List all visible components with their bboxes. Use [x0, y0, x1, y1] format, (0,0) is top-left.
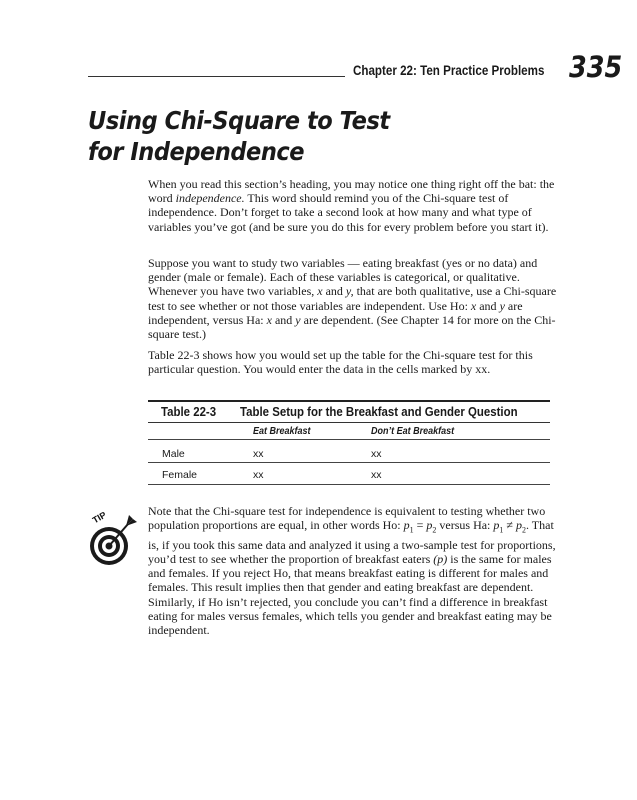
tip-icon-label: TIP — [90, 509, 108, 526]
text-run: This word should remind you of the Chi-square test of independence. Don’t forget to take a second look at how many and what type of variables you’ve got (and be sure you do this for every problem before you start it). — [148, 191, 549, 234]
text-run: that are both qualitative, use a Chi-square test to see whether or not those variables are independent. Use Ho: — [148, 284, 557, 313]
table-caption: Table Setup for the Breakfast and Gender Question — [240, 404, 518, 419]
header-rule — [88, 76, 345, 77]
table-cell: xx — [371, 469, 382, 481]
table-rule — [148, 484, 550, 485]
table-rule — [148, 462, 550, 463]
text-run: Table 22-3 shows how you would set up the table for the Chi-square test for this particular question. You would enter the data in the cells marked by xx. — [148, 348, 533, 377]
text-run: are dependent. (See Chapter 14 for more on the Chi-square test.) — [148, 312, 556, 342]
subscript: 2 — [432, 525, 437, 535]
text-run: and — [322, 284, 346, 299]
table-rule — [148, 439, 550, 440]
page-number: 335 — [569, 50, 623, 84]
italic-run: p — [426, 518, 433, 533]
italic-run: x — [470, 298, 477, 313]
table-number: Table 22-3 — [161, 404, 217, 419]
section-heading-line-2: for Independence — [88, 137, 305, 166]
table-title-bar — [148, 400, 550, 423]
italic-run: y — [295, 312, 301, 327]
subscript: 1 — [499, 525, 504, 535]
paragraph — [148, 348, 558, 376]
italic-run: x — [266, 312, 272, 327]
row-label: Female — [162, 469, 198, 481]
text-run: and — [476, 298, 500, 313]
italic-run: y — [499, 298, 505, 313]
italic-run: independence. — [175, 191, 245, 206]
text-run: . That is, if you took this same data and analyzed it using a two-sample test for proportions, you’d test to see whether the proportion of breakfast eaters — [148, 518, 556, 566]
column-header: Eat Breakfast — [253, 426, 311, 437]
italic-run: (p) — [433, 552, 448, 566]
italic-run: p — [403, 518, 410, 533]
row-label: Male — [162, 448, 185, 460]
tip-target-icon — [86, 508, 144, 570]
column-header: Don’t Eat Breakfast — [371, 426, 455, 437]
paragraph — [148, 177, 558, 234]
subscript: 2 — [522, 525, 526, 535]
text-run: versus Ha: — [436, 518, 494, 533]
subscript: 1 — [409, 525, 414, 535]
table-cell: xx — [371, 448, 382, 460]
italic-run: p — [516, 518, 522, 533]
text-run: = — [413, 518, 427, 533]
italic-run: p — [493, 518, 500, 533]
italic-run: y, — [345, 284, 354, 299]
section-heading-line-1: Using Chi-Square to Test — [88, 106, 390, 135]
text-run: When you read this section’s heading, you may notice one thing right off the bat: the word — [148, 177, 555, 206]
table-cell: xx — [253, 448, 264, 460]
table-cell: xx — [253, 469, 264, 481]
text-run: and — [271, 312, 296, 327]
text-run: is the same for males and females. If you reject Ho, that means breakfast eating is different for males and females. This result implies then that gender and eating breakfast are dependent. Similarly, if Ho isn’t rejected, you conclude you can’t find a difference in breakfast eating for males versus females, which tells you gender and breakfast eating may be independent. — [148, 552, 552, 638]
paragraph — [148, 256, 558, 341]
text-run: Note that the Chi-square test for independence is equivalent to testing whether two population proportions are equal, in other words Ho: — [148, 504, 546, 533]
text-run: Suppose you want to study two variables — eating breakfast (yes or no data) and gender (male or female). Each of these variables is categorical, or qualitative. Whenever you have two variables, — [148, 256, 538, 299]
tip-paragraph — [148, 504, 558, 637]
text-run: ≠ — [503, 518, 516, 533]
text-run: are independent, versus Ha: — [148, 298, 523, 327]
running-head: Chapter 22: Ten Practice Problems — [353, 63, 545, 78]
italic-run: x — [317, 284, 323, 299]
section-heading — [88, 105, 558, 167]
